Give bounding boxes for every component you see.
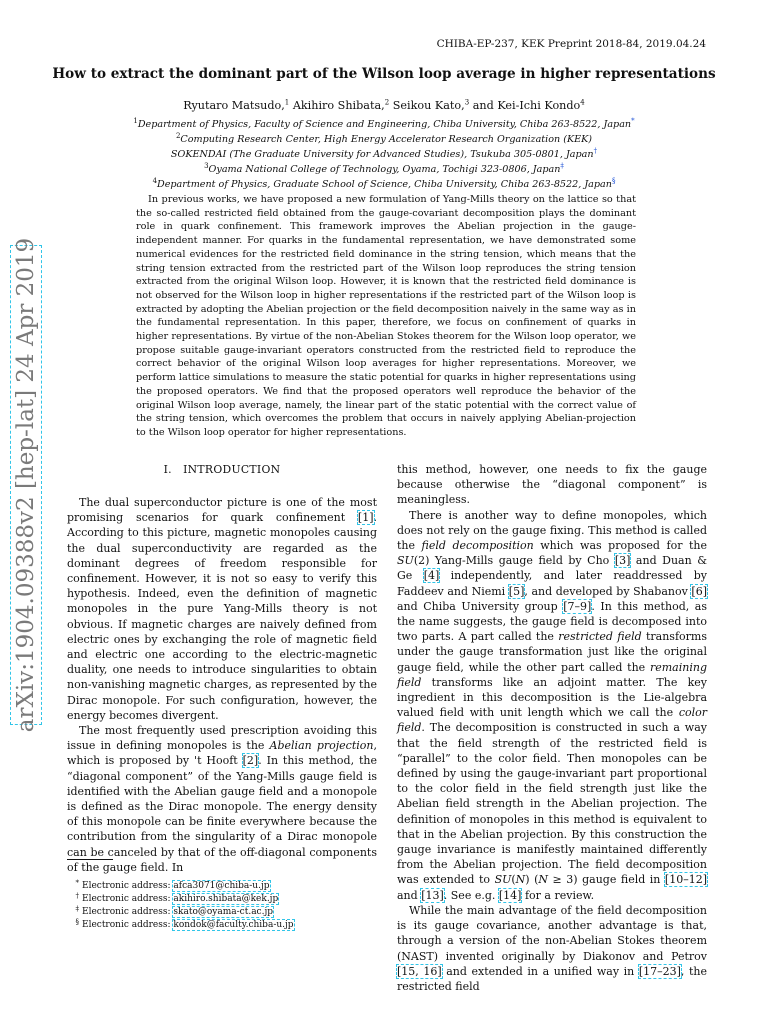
affiliation-text: Department of Physics, Graduate School of Science, Chiba University, Chiba 263-8522, Japan [157, 179, 612, 191]
footnote-mark: * [75, 879, 79, 887]
email-link[interactable]: afca3071@chiba-u.jp [173, 881, 270, 891]
affiliations [60, 117, 708, 192]
affiliation-text: Computing Research Center, High Energy Accelerator Research Organization (KEK) [180, 134, 593, 146]
footnote-rule [67, 859, 113, 860]
affiliation-number: 2 [175, 131, 181, 140]
footnote-item [67, 906, 377, 919]
affiliation-text: Department of Physics, Faculty of Science and Engineering, Chiba University, Chiba 263-8522, Japan [137, 119, 632, 130]
citation-link[interactable]: [4] [423, 569, 440, 583]
footnote-mark: § [75, 918, 79, 926]
footnote-label: Electronic address: [82, 881, 174, 891]
right-column [397, 462, 707, 994]
author-affiliation-mark: 3 [464, 98, 470, 107]
affiliation-number: 1 [133, 116, 138, 125]
emphasis-term: restricted field [558, 630, 642, 644]
abstract [136, 193, 636, 440]
preprint-number: CHIBA-EP-237, KEK Preprint 2018-84, 2019.04.24 [436, 38, 706, 50]
citation-link[interactable]: [6] [691, 584, 707, 598]
footnote-label: Electronic address: [82, 920, 174, 930]
abstract-text: In previous works, we have proposed a new formulation of Yang-Mills theory on the lattice so that the so-called restricted field obtained from the gauge-covariant decomposition plays the dominant role in quark confinement. This framework improves the Abelian projection in the gauge-independent manner. For quarks in the fundamental representation, we have demonstrated some numerical evidences for the restricted field dominance in the string tension, which means that the string tension extracted from the restricted part of the Wilson loop reproduces the string tension extracted from the original Wilson loop. However, it is known that the restricted field dominance is not observed for the Wilson loop in higher representations if the restricted part of the Wilson loop is extracted by adopting the Abelian projection or the field decomposition naively in the same way as in the fundamental representation. In this paper, therefore, we focus on confinement of quarks in higher representations. By virtue of the non-Abelian Stokes theorem for the Wilson loop operator, we propose suitable gauge-invariant operators constructed from the restricted field to reproduce the correct behavior of the original Wilson loop averages for higher representations. Moreover, we perform lattice simulations to measure the static potential for quarks in higher representations using the proposed operators. We find that the proposed operators well reproduce the behavior of the original Wilson loop average, namely, the linear part of the static potential with the correct value of the string tension, which overcomes the problem that occurs in naively applying Abelian-projection to the Wilson loop operator for higher representations. [136, 194, 636, 438]
footnote-link[interactable]: † [593, 147, 598, 155]
citation-link[interactable]: [3] [614, 554, 631, 568]
emphasis-term: field decomposition [421, 539, 534, 553]
affiliation-number: 4 [152, 177, 158, 186]
author-affiliation-mark: 2 [384, 98, 390, 107]
author-affiliation-mark: 1 [284, 98, 290, 107]
section-number: I. [163, 463, 172, 476]
emphasis-term: SU [494, 873, 512, 887]
author-list [0, 99, 768, 112]
affiliation-text: Oyama National College of Technology, Oyama, Tochigi 323-0806, Japan [208, 164, 561, 176]
citation-link[interactable]: [10–12] [664, 873, 707, 887]
footnote-item [67, 880, 377, 893]
affiliation-line [60, 177, 708, 192]
citation-link[interactable]: [1] [357, 511, 374, 525]
email-link[interactable]: akihiro.shibata@kek.jp [173, 894, 279, 904]
email-link[interactable]: kondok@faculty.chiba-u.jp [173, 920, 294, 930]
author-name: Ryutaro Matsudo, [183, 99, 285, 112]
section-title: INTRODUCTION [183, 463, 281, 476]
citation-link[interactable]: [13] [421, 888, 444, 902]
affiliation-text: SOKENDAI (The Graduate University for Advanced Studies), Tsukuba 305-0801, Japan [170, 149, 594, 161]
arxiv-stamp[interactable] [2, 237, 52, 733]
footnote-link[interactable]: ‡ [560, 162, 564, 171]
footnote-link[interactable]: § [611, 177, 616, 186]
affiliation-line [60, 132, 708, 147]
emphasis-term: color field [397, 706, 707, 735]
intro-paragraph-3: There is another way to define monopoles, which does not rely on the gauge fixing. This method is called the field decomposition which was proposed for the SU(2) Yang-Mills gauge field by Cho [3] and Duan & Ge [4] independently, and later readdressed by Faddeev and Niemi [5], and developed by Shabanov [6] and Chiba University group [7–9]. In this method, as the name suggests, the gauge field is decomposed into two parts. A part called the restricted field transforms under the gauge transformation just like the original gauge field, while the other part called the remaining field transforms like an adjoint matter. The key ingredient in this decomposition is the Lie-algebra valued field with unit length which we call the color field. The decomposition is constructed in such a way that the field strength of the restricted field is “parallel” to the color field. Then monopoles can be defined by using the gauge-invariant part proportional to the color field in the field strength just like the Abelian field strength in the Abelian projection. The definition of monopoles in this method is equivalent to that in the Abelian projection. By this construction the gauge invariance is manifestly maintained differently from the Abelian projection. The field decomposition was extended to SU(N) (N ≥ 3) gauge field in [10–12] and [13]. See e.g. [14] for a review. [397, 508, 708, 902]
intro-paragraph-continued: this method, however, one needs to fix the gauge because otherwise the “diagonal component” is meaningless. [397, 463, 707, 507]
author-name: Akihiro Shibata, [292, 99, 385, 112]
arxiv-identifier[interactable]: arXiv:1904.09388v2 [hep-lat] 24 Apr 2019 [13, 237, 39, 733]
citation-link[interactable]: [2] [242, 754, 259, 768]
citation-link[interactable]: [14] [498, 888, 522, 902]
author-name: and Kei-Ichi Kondo [472, 99, 581, 112]
citation-link[interactable]: [5] [508, 584, 525, 598]
affiliation-line [60, 162, 708, 177]
footnote-link[interactable]: * [631, 116, 635, 125]
citation-link[interactable]: [15, 16] [397, 964, 442, 978]
footnote-item [67, 893, 377, 906]
footnote-item [67, 919, 377, 932]
left-column [67, 495, 377, 875]
affiliation-line [60, 117, 708, 132]
intro-paragraph-4: While the main advantage of the field decomposition is its gauge covariance, another advantage is that, through a version of the non-Abelian Stokes theorem (NAST) invented originally by Diakonov and Petrov [15, 16] and extended in a unified way in [17–23], the restricted field [397, 903, 707, 993]
footnote-label: Electronic address: [82, 907, 174, 917]
citation-link[interactable]: [7–9] [563, 599, 592, 613]
paper-title: How to extract the dominant part of the Wilson loop average in higher representations [52, 66, 716, 82]
citation-link[interactable]: [17–23] [638, 964, 681, 978]
emphasis-term: Abelian projection [269, 739, 374, 753]
footnotes [67, 880, 377, 932]
author-affiliation-mark: 4 [580, 98, 585, 107]
footnote-mark: ‡ [75, 905, 79, 913]
emphasis-term: SU [397, 554, 414, 568]
affiliation-line [60, 147, 708, 162]
footnote-mark: † [75, 892, 79, 900]
email-link[interactable]: skato@oyama-ct.ac.jp [173, 907, 274, 917]
intro-paragraph-2: The most frequently used prescription avoiding this issue in defining monopoles is the Abelian projection, which is proposed by 't Hooft [2]. In this method, the “diagonal component” of the Yang-Mills gauge field is identified with the Abelian gauge field and a monopole is defined as the Dirac monopole. The energy density of this monopole can be finite everywhere because the contribution from the singularity of a Dirac monopole can be canceled by that of the off-diagonal components of the gauge field. In [67, 724, 377, 874]
author-name: Seikou Kato, [392, 99, 465, 112]
emphasis-term: N [515, 873, 526, 887]
emphasis-term: N [538, 873, 549, 887]
intro-paragraph-1: The dual superconductor picture is one of the most promising scenarios for quark confinement [1]. According to this picture, magnetic monopoles causing the dual superconductivity are regarded as the dominant degrees of freedom responsible for confinement. However, it is not so easy to verify this hypothesis. Indeed, even the definition of magnetic monopoles in the pure Yang-Mills theory is not obvious. If magnetic charges are naively defined from electric ones by exchanging the role of magnetic field and electric one according to the electric-magnetic duality, one needs to introduce singularities to obtain non-vanishing magnetic charges, as represented by the Dirac monopole. For such configuration, however, the energy becomes divergent. [67, 496, 377, 722]
section-heading [67, 463, 377, 476]
affiliation-number: 3 [204, 162, 209, 171]
emphasis-term: remaining field [397, 660, 707, 689]
footnote-label: Electronic address: [82, 894, 174, 904]
